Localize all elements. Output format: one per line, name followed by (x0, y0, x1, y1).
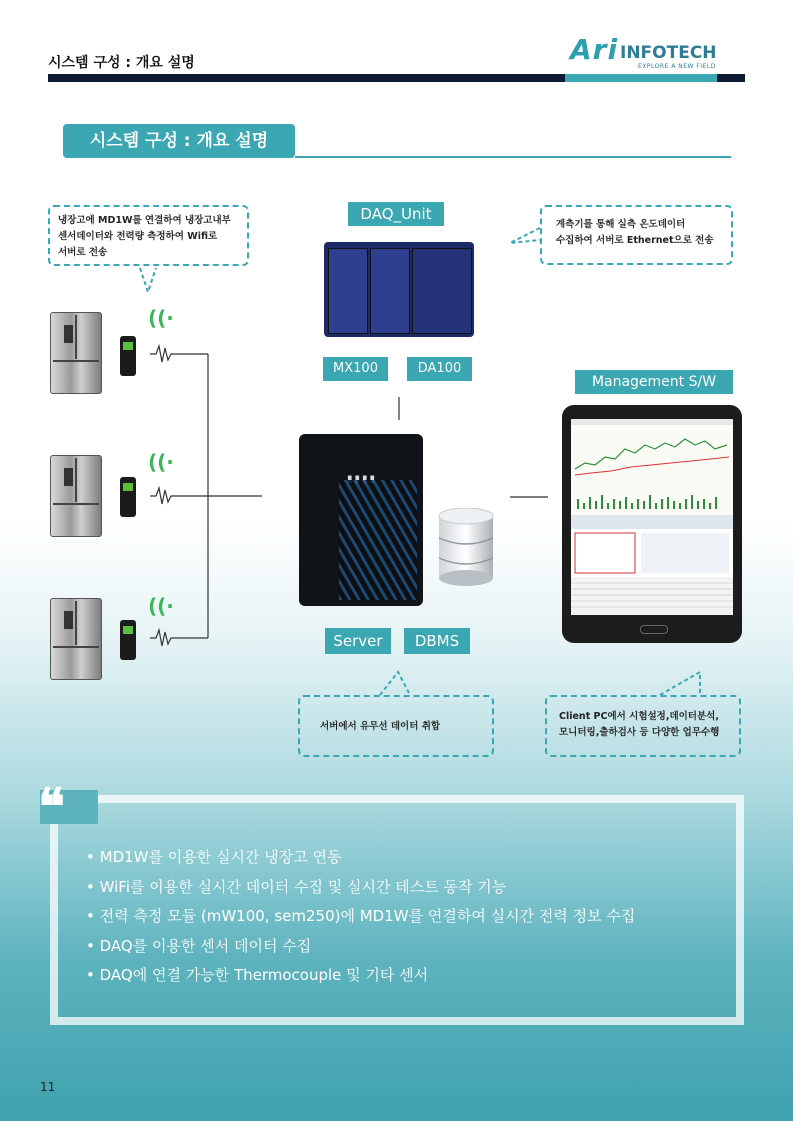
feature-item: • DAQ에 연결 가능한 Thermocouple 및 기타 센서 (86, 961, 635, 991)
client-note-line: Client PC에서 시험설정,데이터분석, (559, 711, 719, 722)
mx100-label: MX100 (323, 357, 388, 381)
daq-unit-label: DAQ_Unit (348, 202, 444, 226)
client-note-line: 모니터링,출하검사 등 다양한 업무수행 (559, 727, 720, 738)
feature-item: • WiFi를 이용한 실시간 데이터 수집 및 실시간 테스트 동작 기능 (86, 873, 635, 903)
software-screenshot (571, 419, 733, 615)
dbms-label: DBMS (404, 628, 470, 654)
database-icon (438, 508, 494, 586)
logo-mark: Ari (570, 33, 619, 66)
fridge-note-line: 서버로 전송 (58, 247, 108, 258)
feature-item: • 전력 측정 모듈 (mW100, sem250)에 MD1W를 연결하여 실시간 전력 정보 수집 (86, 902, 635, 932)
page-number: 11 (40, 1080, 56, 1094)
feature-item: • DAQ를 이용한 센서 데이터 수집 (86, 932, 635, 962)
wifi-icon: ((· (148, 306, 174, 330)
tablet-image (562, 405, 742, 643)
daq-note-line: 수집하여 서버로 Ethernet으로 전송 (556, 235, 714, 246)
server-image (299, 434, 423, 606)
logo-text: INFOTECH (620, 43, 717, 63)
da100-label: DA100 (407, 357, 472, 381)
server-label: Server (325, 628, 391, 654)
fridge-note-line: 냉장고에 MD1W를 연결하여 냉장고내부 (58, 215, 231, 226)
logo-tagline: EXPLORE A NEW FIELD (638, 63, 716, 70)
fridge-note-line: 센서데이터와 전력량 측정하여 Wifi로 (58, 231, 218, 242)
section-title: 시스템 구성 : 개요 설명 (63, 124, 295, 158)
header-title: 시스템 구성 : 개요 설명 (48, 55, 195, 71)
feature-list (86, 843, 635, 991)
wifi-icon: ((· (148, 594, 174, 618)
server-note-line: 서버에서 유무선 데이터 취합 (320, 721, 441, 732)
daq-unit-image (324, 242, 474, 337)
management-sw-label: Management S/W (575, 370, 733, 394)
daq-note-line: 계측기를 통해 실측 온도데이터 (556, 219, 686, 230)
quote-icon: ❝ (38, 777, 65, 836)
feature-item: • MD1W를 이용한 실시간 냉장고 연동 (86, 843, 635, 873)
tablet-home-button (640, 625, 668, 634)
wifi-icon: ((· (148, 450, 174, 474)
